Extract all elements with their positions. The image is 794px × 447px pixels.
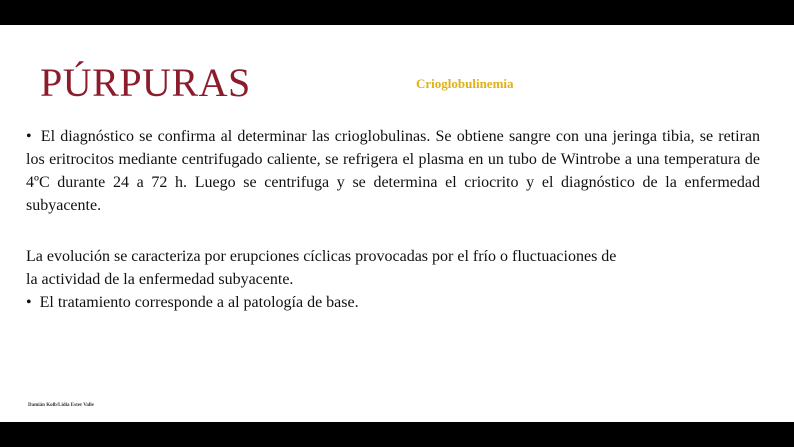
author-footer: Damián Kolb/Lidia Ester Valle [28, 403, 94, 408]
treatment-text: El tratamiento corresponde a al patología de base. [39, 294, 359, 311]
evolution-paragraph [26, 245, 766, 314]
slide-subtitle: Crioglobulinemia [416, 76, 514, 91]
slide [0, 25, 794, 422]
evolution-line-1: La evolución se caracteriza por erupciones cíclicas provocadas por el frío o fluctuaciones de [26, 248, 617, 265]
slide-title: PÚRPURAS [40, 60, 251, 105]
diagnosis-paragraph [26, 125, 760, 217]
evolution-line-2: la actividad de la enfermedad subyacente. [26, 271, 294, 288]
bullet-icon: • [26, 294, 32, 311]
treatment-line [26, 291, 766, 314]
diagnosis-text: El diagnóstico se confirma al determinar las crioglobulinas. Se obtiene sangre con una jeringa tibia, se retiran los eritrocitos mediante centrifugado caliente, se refrigera el plasma en un tubo de Wintrobe a una temperatura de 4ºC durante 24 a 72 h. Luego se centrifuga y se determina el criocrito y el diagnóstico de la enfermedad subyacente. [26, 128, 760, 214]
bullet-icon: • [26, 128, 32, 145]
